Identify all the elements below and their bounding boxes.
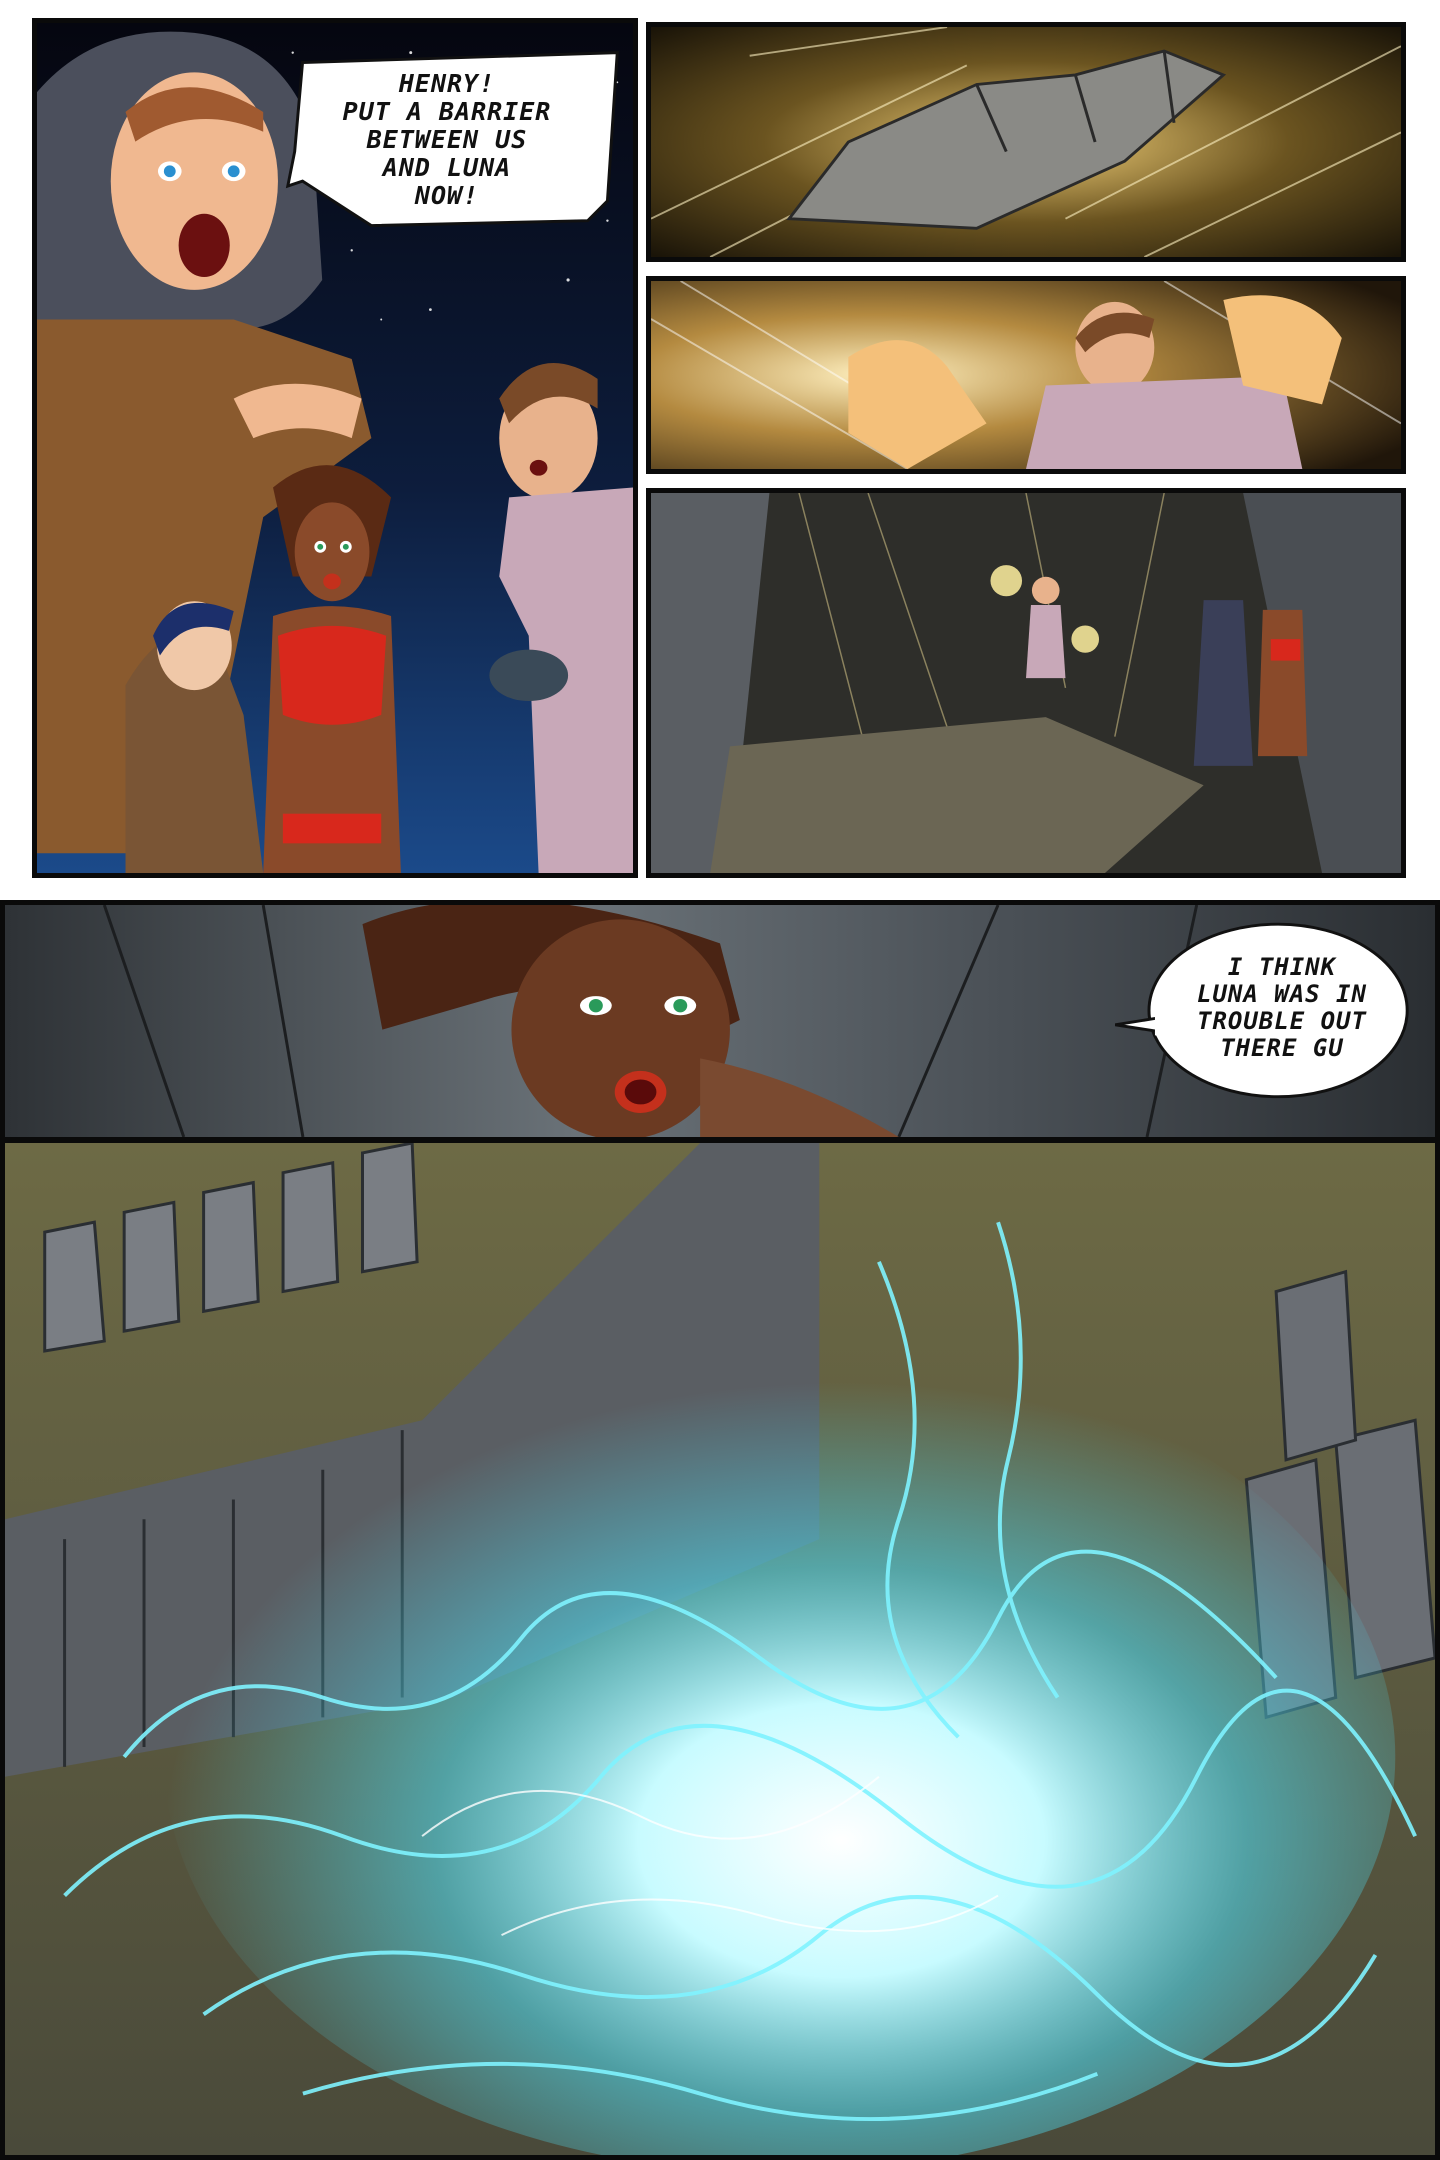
panel-6 — [0, 1138, 1440, 2160]
speech-balloon-2: I THINK LUNA WAS IN TROUBLE OUT THERE GU — [1197, 953, 1367, 1062]
panel-4 — [646, 488, 1406, 878]
panel-3 — [646, 276, 1406, 474]
panel-2-art — [651, 27, 1401, 257]
panel-2 — [646, 22, 1406, 262]
speech-balloon-1: HENRY! PUT A BARRIER BETWEEN US AND LUNA NOW! — [342, 69, 552, 210]
panel-3-art — [651, 281, 1401, 469]
panel-6-art — [5, 1143, 1435, 2155]
panel-4-art — [651, 493, 1401, 873]
